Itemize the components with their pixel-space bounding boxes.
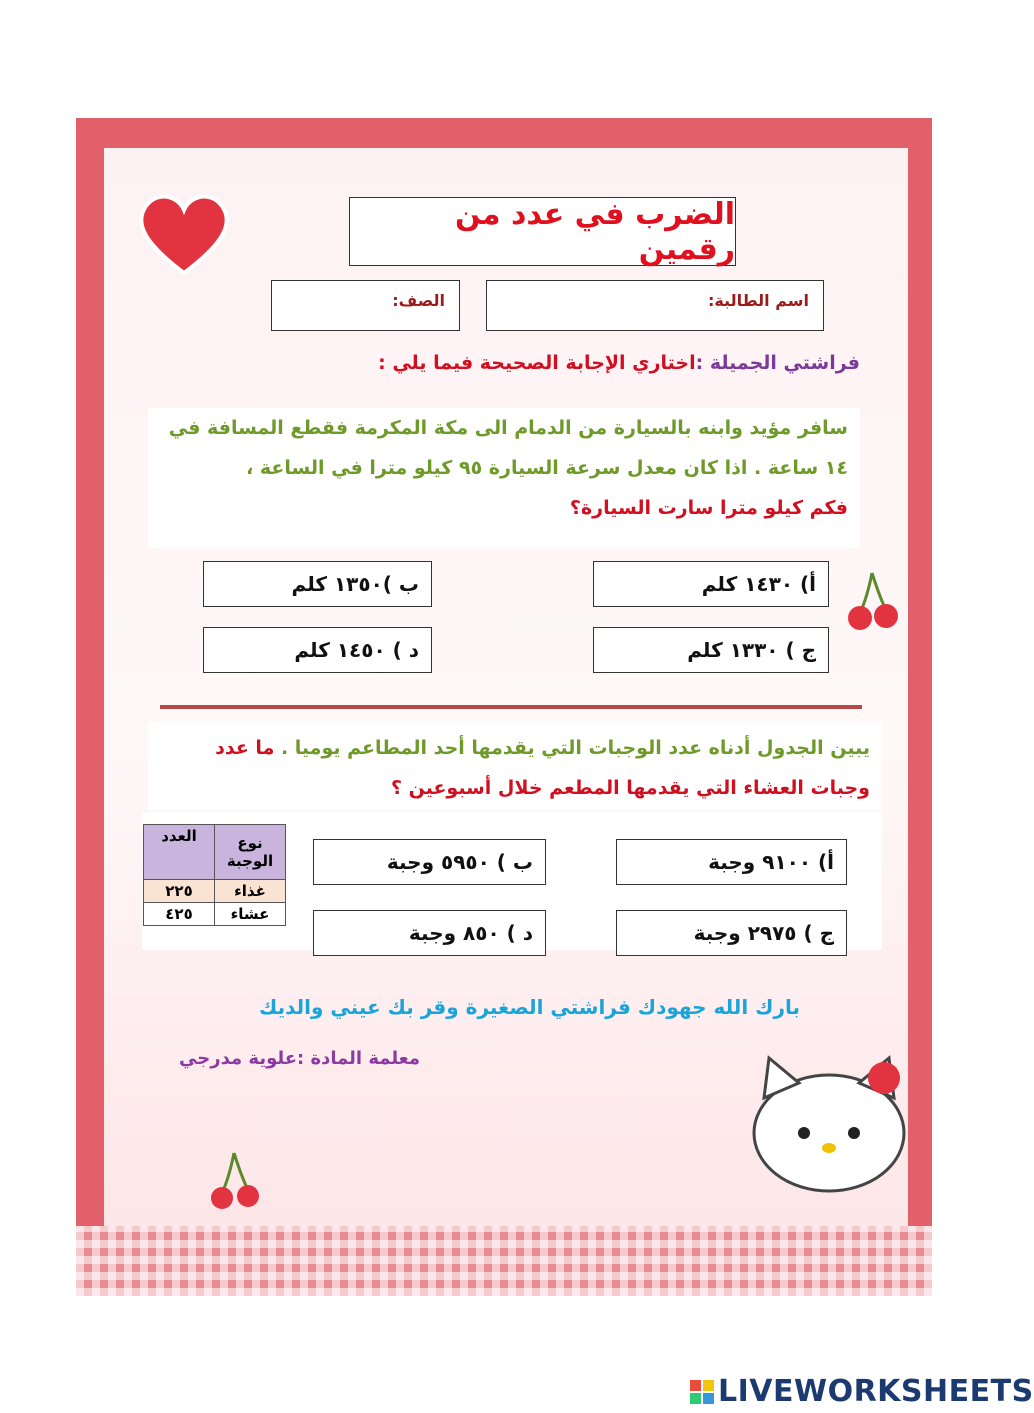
question-2-part-1: يبين الجدول أدناه عدد الوجبات التي يقدمها أحد المطاعم يوميا . (280, 737, 870, 759)
student-name-label: اسم الطالبة: (707, 291, 809, 310)
table-header-row (144, 825, 286, 880)
q1-option-a[interactable]: أ) ١٤٣٠ كلم (593, 561, 829, 607)
brand-logo (690, 1374, 1034, 1409)
gingham-border (76, 1226, 932, 1296)
q2-option-b[interactable]: ب ) ٥٩٥٠ وجبة (313, 839, 546, 885)
liveworksheets-icon (690, 1380, 714, 1404)
table-cell-lunch-count: ٢٢٥ (144, 880, 215, 903)
q2-option-c[interactable]: ج ) ٢٩٧٥ وجبة (616, 910, 847, 956)
heart-sticker-icon (134, 188, 234, 278)
table-row (144, 880, 286, 903)
kitty-sticker-icon (744, 1048, 914, 1198)
question-2 (148, 722, 882, 810)
table-cell-dinner: عشاء (215, 903, 286, 926)
cherry-sticker-icon (842, 568, 902, 638)
table-cell-lunch: غذاء (215, 880, 286, 903)
question-1-line-2: ١٤ ساعة . اذا كان معدل سرعة السيارة ٩٥ كيلو مترا في الساعة ، (246, 457, 848, 479)
blessing-text: بارك الله جهودك فراشتي الصغيرة وقر بك عيني والديك (258, 995, 800, 1019)
worksheet-title: الضرب في عدد من رقمين (349, 197, 736, 266)
grade-field[interactable] (271, 280, 460, 331)
brand-name: LIVEWORKSHEETS (718, 1374, 1034, 1409)
cherry-sticker-icon-2 (204, 1148, 264, 1218)
question-2-line-1 (160, 728, 870, 768)
question-1-line-1: سافر مؤيد وابنه بالسيارة من الدمام الى مكة المكرمة فقطع المسافة في (168, 417, 848, 439)
question-1-line-3: فكم كيلو مترا سارت السيارة؟ (569, 497, 848, 519)
table-header-count: العدد (144, 825, 215, 880)
q1-option-d[interactable]: د ) ١٤٥٠ كلم (203, 627, 432, 673)
greeting-text: فراشتي الجميلة : (695, 352, 860, 374)
q1-option-c[interactable]: ج ) ١٣٣٠ كلم (593, 627, 829, 673)
question-1 (148, 408, 860, 548)
question-2-line-2: وجبات العشاء التي يقدمها المطعم خلال أسبوعين ؟ (390, 777, 870, 799)
q2-option-d[interactable]: د ) ٨٥٠ وجبة (313, 910, 546, 956)
table-header-type: نوع الوجبة (215, 825, 286, 880)
q1-option-b[interactable]: ب )١٣٥٠ كلم (203, 561, 432, 607)
student-name-field[interactable] (486, 280, 824, 331)
meals-table (143, 824, 286, 926)
q2-option-a[interactable]: أ) ٩١٠٠ وجبة (616, 839, 847, 885)
instruction (320, 352, 860, 374)
grade-label: الصف: (392, 291, 445, 310)
table-row (144, 903, 286, 926)
teacher-name: معلمة المادة :علوية مدرجي (179, 1048, 420, 1069)
instruction-text: اختاري الإجابة الصحيحة فيما يلي : (378, 352, 696, 374)
question-2-part-2: ما عدد (215, 737, 275, 759)
section-divider (160, 705, 862, 709)
table-cell-dinner-count: ٤٢٥ (144, 903, 215, 926)
